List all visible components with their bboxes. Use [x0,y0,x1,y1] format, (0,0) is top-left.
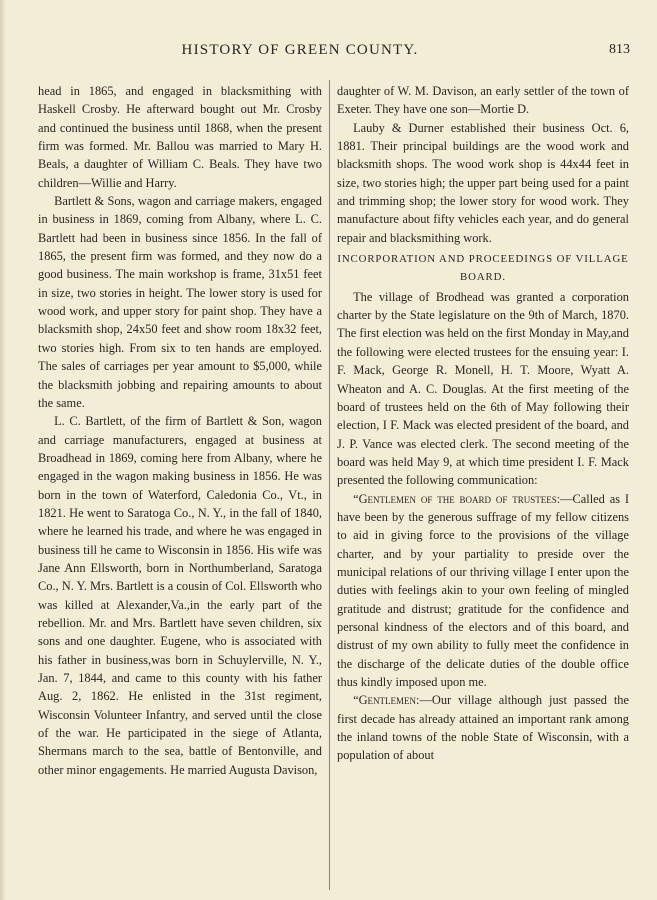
paragraph-body: —Our village although just passed the first decade has already attained an important rank among the inland towns of the noble State of Wisconsin, with a population of about [337,693,629,763]
column-divider [329,80,330,890]
paragraph: The village of Brodhead was granted a corporation charter by the State legislature on the 9th of March, 1870. The first election was held on the first Monday in May,and the following were elected trustees for the ensuing year: I. F. Mack, George R. Monell, H. T. Moore, Wyatt A. Wheaton and A. C. Douglas. At the first meeting of the board of trustees held on the 6th of May following their election, I F. Mack was elected president of the board, and J. P. Vance was elected clerk. The second meeting of the board was held May 9, at which time president I. F. Mack presented the following communication: [337,289,629,488]
paragraph: Bartlett & Sons, wagon and carriage makers, engaged in business in 1869, coming from Albany, where L. C. Bartlett had been in business since 1856. In the fall of 1865, the present firm was formed, and they now do a good business. The main workshop is frame, 31x51 feet in size, two stories in height. The lower story is used for wood work, and upper story for paint shop. They have a blacksmith shop, 24x50 feet and show room 18x32 feet, two stories high. From six to ten hands are employed. The sales of carriages per year amount to $5,000, while the blacksmith jobbing and repairing amounts to about the same. [38,194,322,410]
page-header [40,42,630,66]
paragraph: Lauby & Durner established their business Oct. 6, 1881. Their principal buildings are the wood work and blacksmith shops. The wood work shop is 44x44 feet in size, two stories high; the upper part being used for a paint and trimming shop; the lower story for wood work. They manufacture about fifty vehicles each year, and do general repair and blacksmithing work. [337,120,629,245]
paragraph [337,691,629,764]
salutation: “Gentlemen: [353,693,420,708]
paragraph-body: —Called as I have been by the generous suffrage of my fellow citizens to aid in giving force to the provisions of the village charter, and by your partiality to preside over the municipal relations of our thriving village I enter upon the duties with feelings akin to your own feeling of mingled gratitude and distrust; gratitude for the confidence and personal kindness of the electors and of this board, and distrust of my own ability to fully meet the confidence in the discharge of the delicate duties of the double office thus kindly imposed upon me. [337,491,629,689]
right-column [337,82,629,765]
paragraph: daughter of W. M. Davison, an early settler of the town of Exeter. They have one son—Mortie D. [337,84,629,117]
page-number: 813 [609,42,630,57]
section-heading: INCORPORATION AND PROCEEDINGS OF VILLAGE BOARD. [337,253,629,284]
paragraph: L. C. Bartlett, of the firm of Bartlett & Son, wagon and carriage manufacturers, engaged at business at Broadhead in 1869, coming here from Albany, where he engaged in the wagon making business in 1856. He was born in the town of Waterford, Caledonia Co., Vt., in 1821. He went to Saratoga Co., N. Y., in the fall of 1840, where he learned his trade, and where he was engaged in business till he came to Wisconsin in 1856. His wife was Jane Ann Ellsworth, born in Northumberland, Saratoga Co., N. Y. Mrs. Bartlett is a cousin of Col. Ellsworth who was killed at Alexander,Va.,in the early part of the rebellion. Mr. and Mrs. Bartlett have seven children, six sons and one daughter. Eugene, who is associated with his father in business,was born in Schuylerville, N. Y., Jan. 7, 1844, and came to this county with his father Aug. 2, 1862. He enlisted in the 31st regiment, Wisconsin Volunteer Infantry, and served until the close of the war. He participated in the siege of Atlanta, Shermans march to the sea, battle of Bentonville, and other minor engagements. He married Augusta Davison, [38,414,322,777]
paragraph [337,490,629,692]
running-title: HISTORY OF GREEN COUNTY. [181,42,419,58]
salutation: “Gentlemen of the board of trustees: [353,491,561,506]
page-edge-shadow [0,0,6,900]
left-column [38,82,322,779]
paragraph: head in 1865, and engaged in blacksmithing with Haskell Crosby. He afterward bought out Mr. Crosby and continued the business until 1868, when the present firm was formed. Mr. Ballou was married to Mary H. Beals, a daughter of William C. Beals. They have two children—Willie and Harry. [38,84,322,190]
